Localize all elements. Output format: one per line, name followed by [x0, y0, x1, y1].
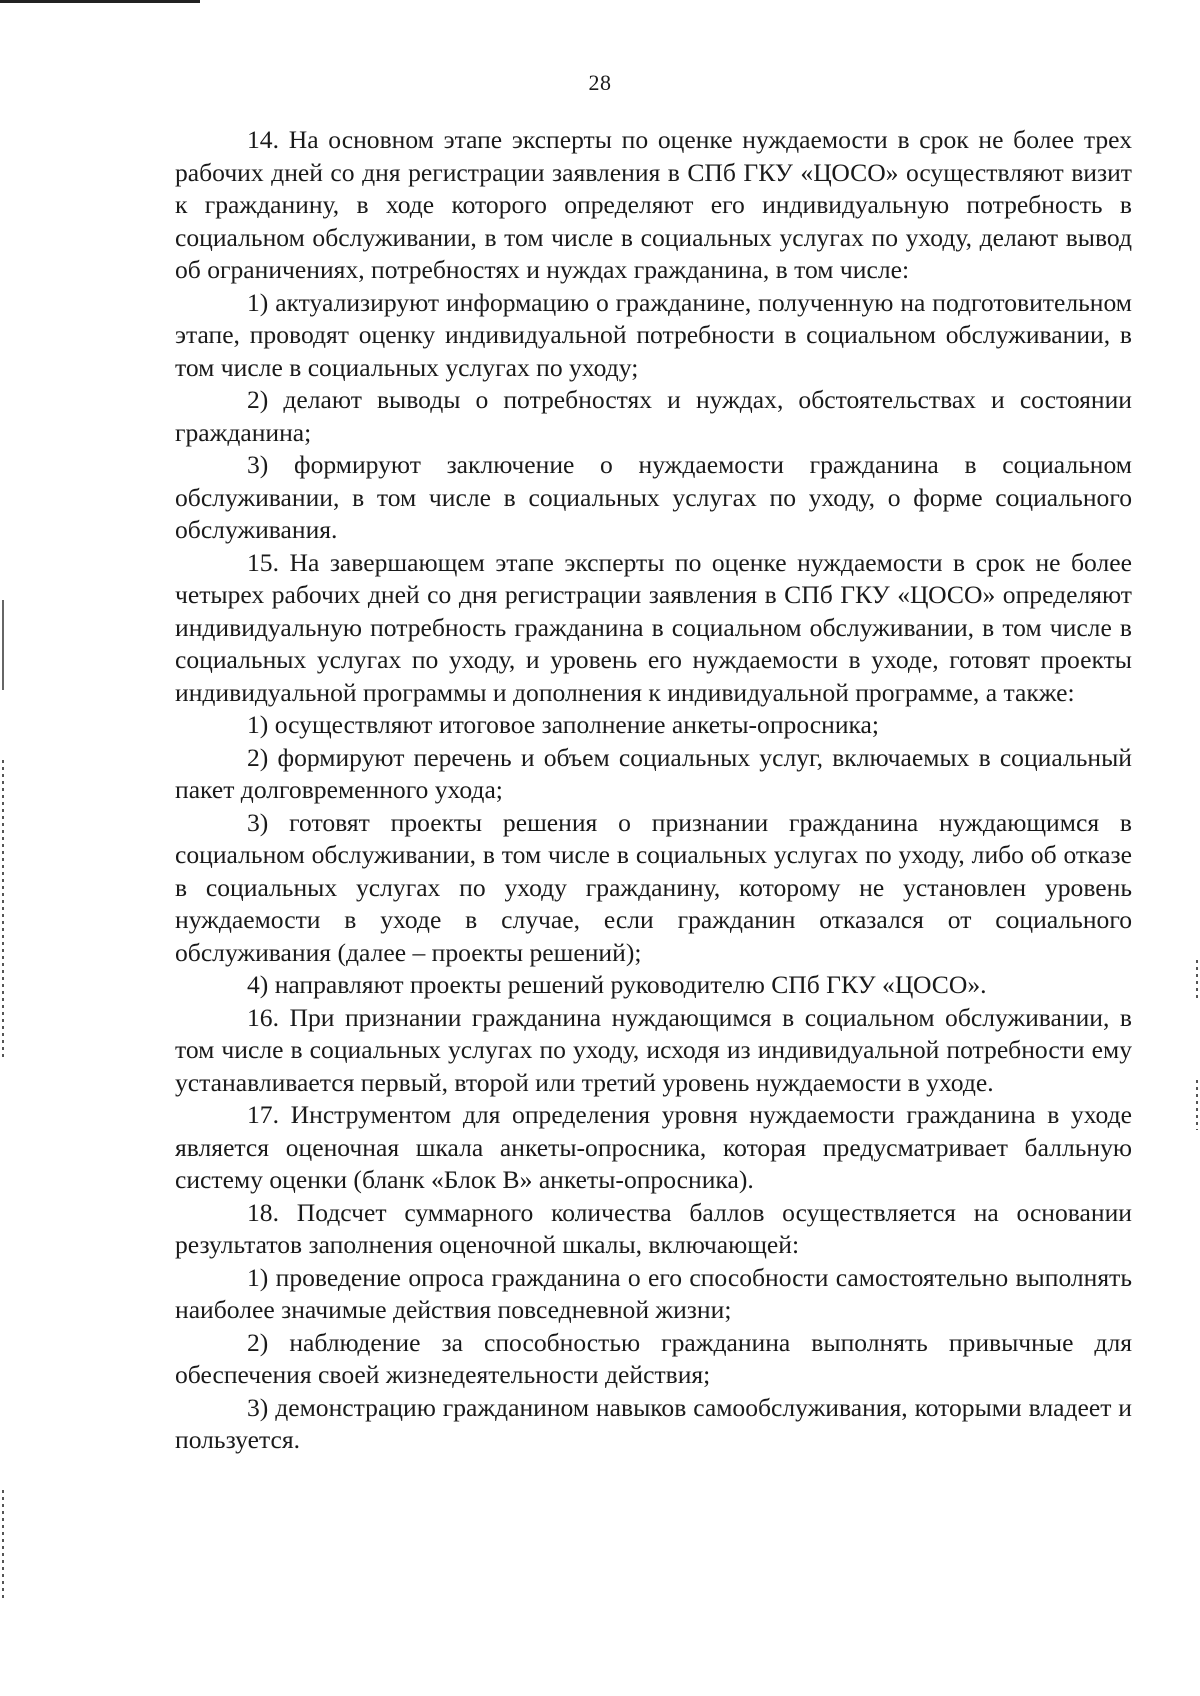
scan-margin-mark [2, 760, 4, 1060]
scan-edge-line [0, 0, 200, 3]
list-item-15-4: 4) направляют проекты решений руководителю СПб ГКУ «ЦОСО». [247, 970, 987, 999]
list-item-18-1: 1) проведение опроса гражданина о его способности самостоятельно выполнять наиболее значимые действия повседневной жизни; [175, 1262, 1132, 1324]
list-item-14-2: 2) делают выводы о потребностях и нуждах, обстоятельствах и состоянии гражданина; [175, 385, 1132, 447]
page-number: 28 [588, 70, 612, 95]
list-item-18-2: 2) наблюдение за способностью гражданина выполнять привычные для обеспечения своей жизнедеятельности действия; [175, 1327, 1132, 1389]
list-item-18-3: 3) демонстрацию гражданином навыков самообслуживания, которыми владеет и пользуется. [175, 1392, 1132, 1454]
scan-margin-mark [1196, 1080, 1198, 1130]
paragraph-16: 16. При признании гражданина нуждающимся в социальном обслуживании, в том числе в социальных услугах по уходу, исходя из индивидуальной потребности ему устанавливается первый, второй или третий уровень нуждаемости в уходе. [175, 1002, 1132, 1097]
scan-margin-mark [1196, 960, 1198, 1000]
paragraph-14: 14. На основном этапе эксперты по оценке нуждаемости в срок не более трех рабочих дней со дня регистрации заявления в СПб ГКУ «ЦОСО» осуществляют визит к гражданину, в ходе которого определяют его индивидуальную потребность в социальном обслуживании, в том числе в социальных услугах по уходу, делают вывод об ограничениях, потребностях и нуждах гражданина, в том числе: [175, 125, 1132, 284]
scan-margin-mark [2, 600, 4, 690]
paragraph-17: 17. Инструментом для определения уровня нуждаемости гражданина в уходе является оценочная шкала анкеты-опросника, которая предусматривает балльную систему оценки (бланк «Блок В» анкеты-опросника). [175, 1100, 1132, 1194]
list-item-15-1: 1) осуществляют итоговое заполнение анкеты-опросника; [247, 710, 880, 739]
document-body [175, 124, 1132, 1457]
list-item-14-3: 3) формируют заключение о нуждаемости гражданина в социальном обслуживании, в том числе в социальных услугах по уходу, о форме социального обслуживания. [175, 450, 1132, 544]
list-item-15-3: 3) готовят проекты решения о признании гражданина нуждающимся в социальном обслуживании, в том числе в социальных услугах по уходу, либо об отказе в социальных услугах по уходу гражданину, которому не установлен уровень нуждаемости в уходе в случае, если гражданин отказался от социального обслуживания (далее – проекты решений); [175, 807, 1132, 967]
paragraph-15: 15. На завершающем этапе эксперты по оценке нуждаемости в срок не более четырех рабочих дней со дня регистрации заявления в СПб ГКУ «ЦОСО» определяют индивидуальную потребность гражданина в социальном обслуживании, в том числе в социальных услугах по уходу, и уровень его нуждаемости в уходе, готовят проекты индивидуальной программы и дополнения к индивидуальной программе, а также: [175, 547, 1132, 707]
scan-margin-mark [2, 1490, 4, 1600]
list-item-15-2: 2) формируют перечень и объем социальных услуг, включаемых в социальный пакет долговременного ухода; [175, 742, 1132, 804]
paragraph-18: 18. Подсчет суммарного количества баллов осуществляется на основании результатов заполнения оценочной шкалы, включающей: [175, 1197, 1132, 1259]
list-item-14-1: 1) актуализируют информацию о гражданине, полученную на подготовительном этапе, проводят оценку индивидуальной потребности в социальном обслуживании, в том числе в социальных услугах по уходу; [175, 287, 1132, 382]
